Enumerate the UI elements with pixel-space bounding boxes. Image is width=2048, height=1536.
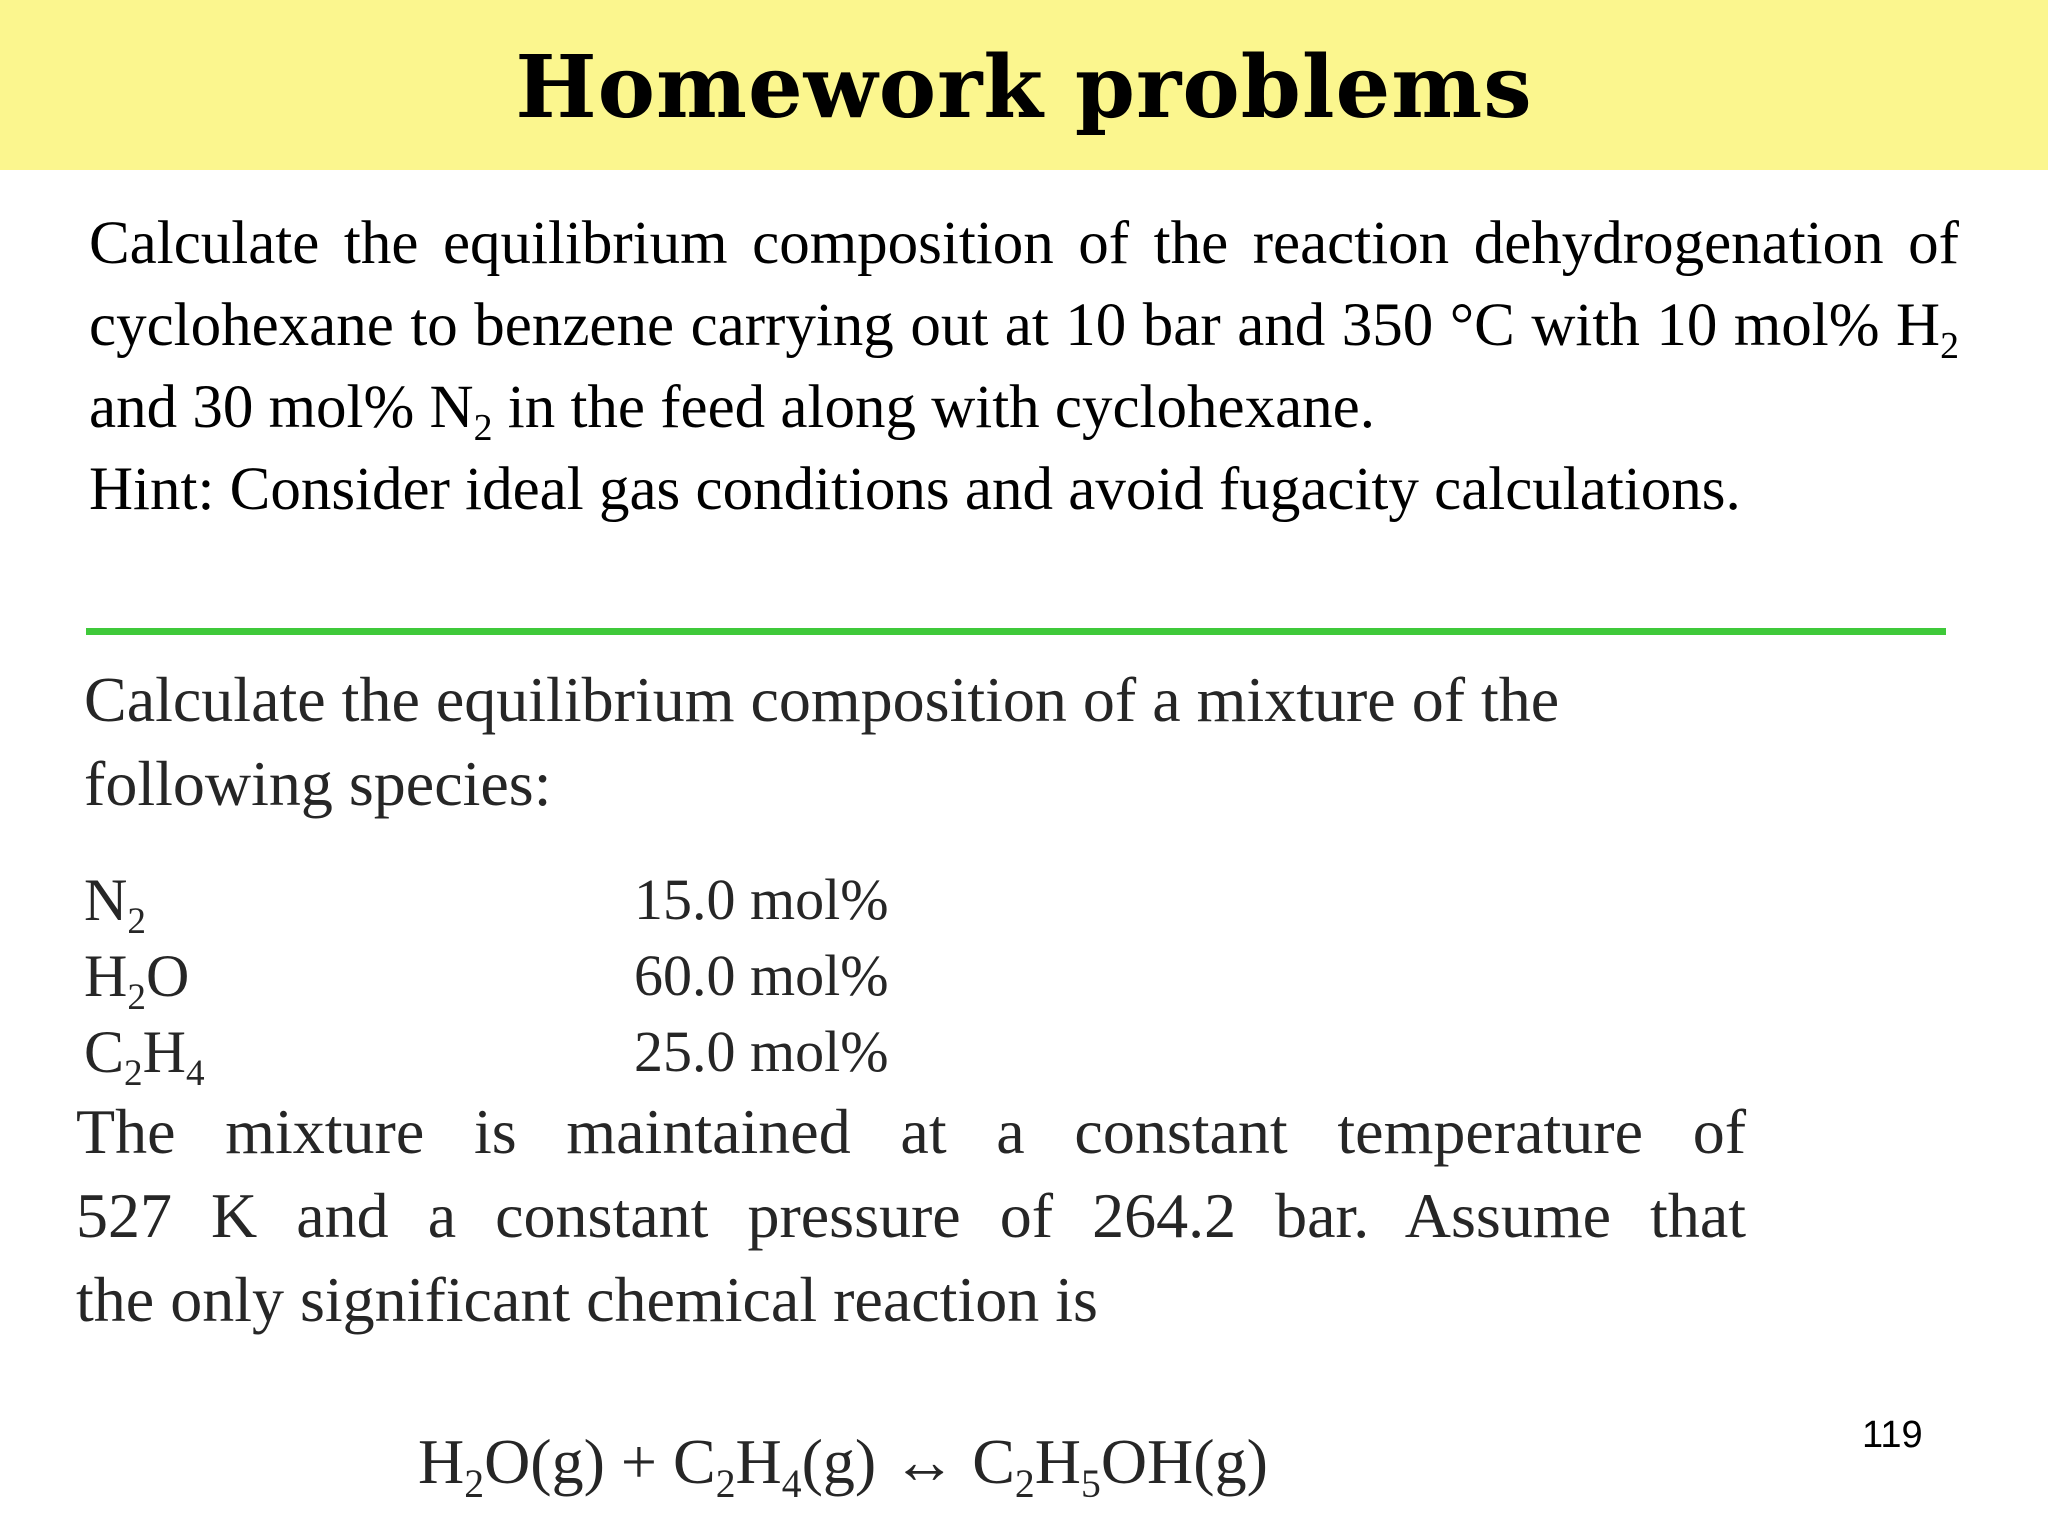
species-mol-percent: 25.0 mol% [634, 1019, 889, 1084]
problem-1-text-start: Calculate the equilibrium composition of the reaction dehydrogenation of cyclohexane to benzene carrying out at 10 bar and 350 °C with 10 mol% H [89, 210, 1959, 359]
species-row [84, 938, 1084, 1019]
conditions-line-3: the only significant chemical reaction is [76, 1264, 1098, 1335]
formula-part: H [142, 1019, 186, 1085]
species-mol-percent: 15.0 mol% [634, 867, 889, 932]
formula-subscript: 2 [127, 977, 146, 1019]
problem-2 [70, 650, 1770, 1530]
equation-subscript: 2 [464, 1461, 485, 1506]
formula-part: O [145, 943, 190, 1009]
problem-1 [89, 203, 1959, 531]
equation-part: H [1034, 1426, 1081, 1497]
problem-1-statement [89, 203, 1959, 449]
reaction-equation [418, 1420, 1268, 1504]
species-row [84, 1014, 1084, 1095]
formula-subscript: 2 [127, 901, 146, 943]
intro-line-1: Calculate the equilibrium composition of a mixture of the [84, 664, 1560, 735]
problem-1-hint: Hint: Consider ideal gas conditions and avoid fugacity calculations. [89, 456, 1741, 523]
equation-part: (g) ↔ C [801, 1426, 1015, 1497]
subscript-n2: 2 [473, 407, 493, 450]
species-list [84, 862, 1084, 1095]
species-mol-percent: 60.0 mol% [634, 943, 889, 1008]
species-formula [84, 938, 190, 1019]
formula-part: C [84, 1019, 125, 1085]
conditions-line-2: 527 K and a constant pressure of 264.2 bar. Assume that [76, 1180, 1746, 1251]
slide-title: Homework problems [515, 37, 1533, 138]
equation-part: O(g) + C [484, 1426, 716, 1497]
species-formula [84, 1014, 205, 1095]
problem-2-conditions [76, 1090, 1746, 1342]
equation-subscript: 4 [781, 1461, 802, 1506]
conditions-line-1: The mixture is maintained at a constant temperature of [76, 1096, 1746, 1167]
intro-line-2: following species: [84, 748, 552, 819]
equation-part: H [735, 1426, 782, 1497]
problem-1-text-mid: and 30 mol% N [89, 374, 474, 441]
formula-subscript: 2 [124, 1053, 143, 1095]
subscript-h2: 2 [1940, 325, 1959, 368]
equation-subscript: 2 [1014, 1461, 1035, 1506]
formula-part: H [84, 943, 128, 1009]
species-row [84, 862, 1084, 943]
equation-subscript: 2 [715, 1461, 736, 1506]
page-number: 119 [1862, 1414, 1923, 1456]
problem-1-text-end: in the feed along with cyclohexane. [492, 374, 1375, 441]
species-formula [84, 862, 146, 943]
equation-subscript: 5 [1080, 1461, 1101, 1506]
formula-part: N [84, 867, 128, 933]
formula-subscript: 4 [185, 1053, 205, 1095]
section-divider [86, 628, 1946, 635]
equation-part: OH(g) [1100, 1426, 1268, 1497]
equation-part: H [418, 1426, 465, 1497]
problem-2-intro [84, 658, 1764, 826]
